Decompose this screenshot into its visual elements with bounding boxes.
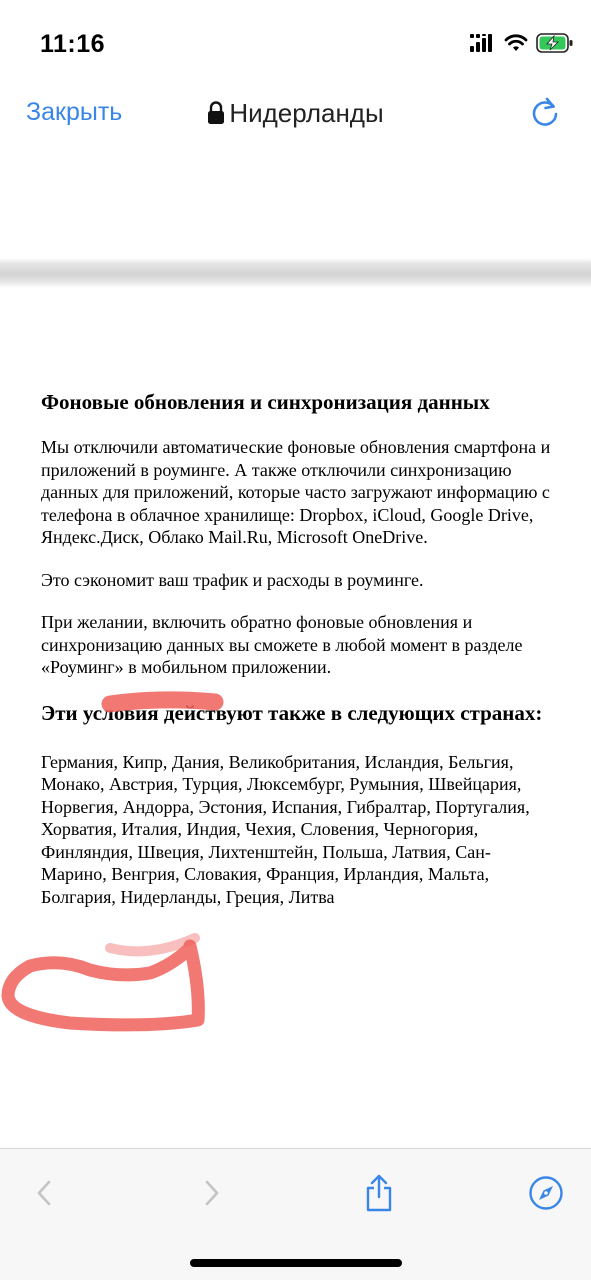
paragraph-enable-again [41, 611, 556, 679]
country-list: Германия, Кипр, Дания, Великобритания, Исландия, Бельгия, Монако, Австрия, Турция, Люксембург, Румыния, Швейцария, Норвегия, Андорра, Эстония, Испания, Гибралтар, Португалия, Хорватия, Италия, Индия, Чехия, Словения, Черногория, Финляндия, Швеция, Лихтенштейн, Польша, Латвия, Сан-Марино, Венгрия, Словакия, Франция, Ирландия, Мальта, Болгария, Нидерланды, Греция, Литва [41, 751, 530, 907]
compass-icon [528, 1175, 564, 1211]
page-divider [0, 258, 591, 288]
paragraph-enable-text-before: При желании, включить обратно фоновые обновления и синхронизацию данных вы сможете в любой момент в разделе [41, 612, 523, 655]
roaming-section-link[interactable]: «Роуминг» [41, 657, 124, 677]
browser-toolbar [0, 1148, 591, 1280]
lock-icon [207, 101, 225, 125]
status-bar [0, 0, 591, 80]
status-time: 11:16 [40, 30, 106, 58]
forward-button[interactable] [192, 1173, 232, 1213]
page-title [0, 98, 591, 129]
safari-button[interactable] [526, 1173, 566, 1213]
reload-icon[interactable] [528, 95, 562, 129]
marker-circle-netherlands [0, 928, 215, 1053]
paragraph-savings: Это сэкономит ваш трафик и расходы в роуминге. [41, 569, 424, 590]
home-indicator [190, 1259, 402, 1267]
paragraph-sync-disabled: Мы отключили автоматические фоновые обновления смартфона и приложений в роуминге. А также отключили синхронизацию данных для приложений, которые часто загружают информацию с телефона в облачное хранилище: Dropbox, iCloud, Google Drive, Яндекс.Диск, Облако Mail.Ru, Microsoft OneDrive. [41, 437, 551, 547]
page-title-text: Нидерланды [229, 98, 384, 128]
section-heading-countries: Эти условия действуют также в следующих странах: [41, 700, 543, 725]
share-button[interactable] [359, 1173, 399, 1213]
battery-charging-icon [536, 33, 574, 53]
browser-nav-bar [0, 80, 591, 150]
close-button[interactable]: Закрыть [26, 98, 123, 126]
section-heading-background-updates: Фоновые обновления и синхронизация данных [41, 390, 490, 414]
back-icon [35, 1179, 53, 1207]
paragraph-enable-text-after: в мобильном приложении. [123, 657, 332, 677]
cellular-signal-icon [470, 34, 494, 52]
forward-icon [203, 1179, 221, 1207]
share-icon [364, 1174, 394, 1212]
page-content [41, 388, 556, 908]
back-button[interactable] [24, 1173, 64, 1213]
wifi-icon [504, 33, 528, 53]
